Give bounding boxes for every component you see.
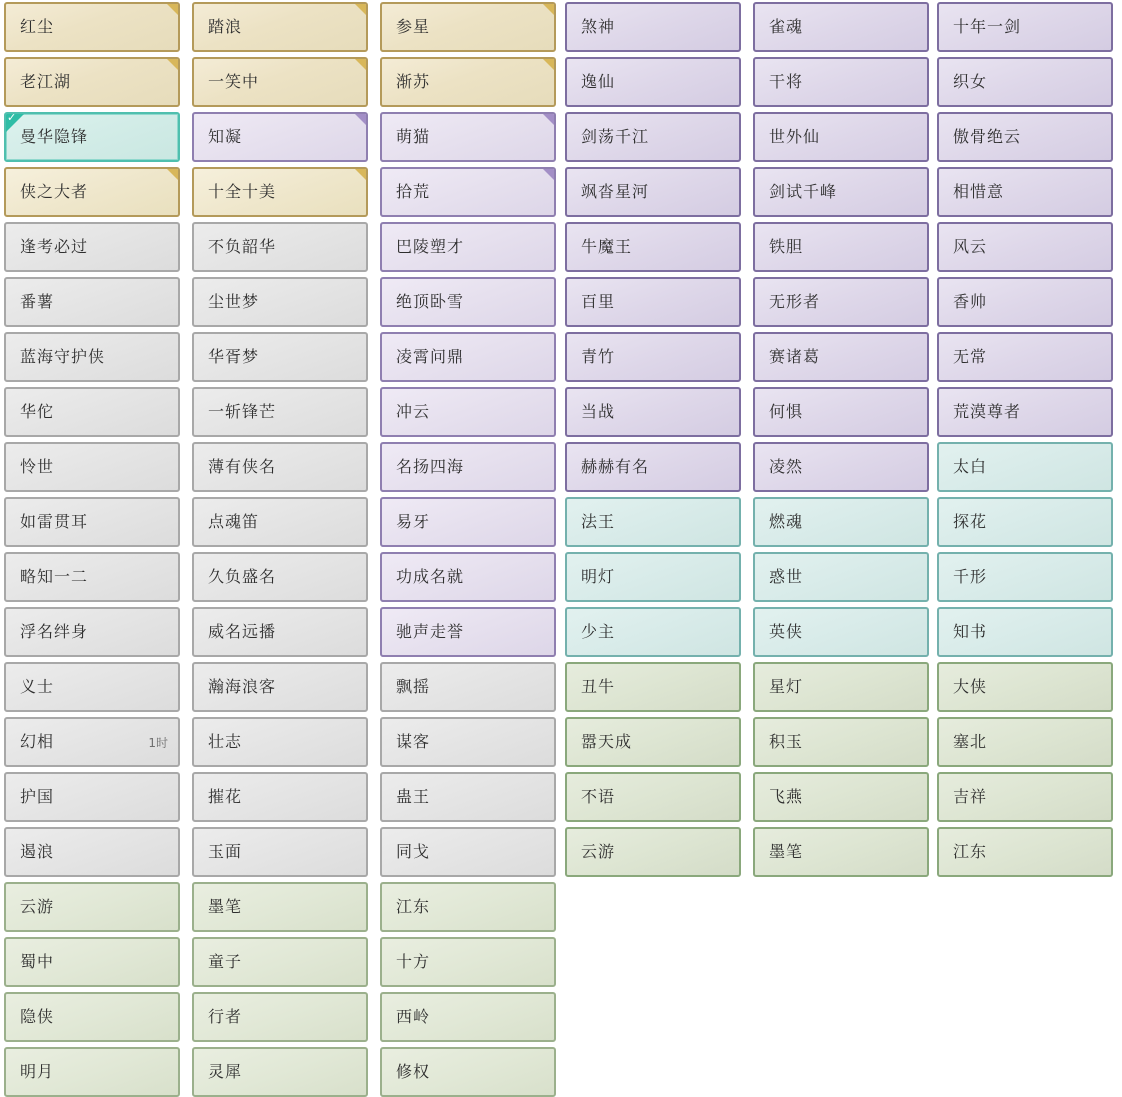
title-card-label: 久负盛名 — [208, 567, 277, 586]
title-card-label: 蜀中 — [20, 952, 55, 971]
title-card[interactable] — [753, 827, 929, 877]
title-card[interactable] — [937, 827, 1113, 877]
title-card-label: 童子 — [208, 952, 243, 971]
title-card-label: 玉面 — [208, 842, 243, 861]
title-card[interactable] — [937, 387, 1113, 437]
title-card[interactable] — [565, 497, 741, 547]
title-card-label: 无形者 — [769, 292, 821, 311]
title-card[interactable] — [4, 167, 180, 217]
title-card[interactable] — [4, 992, 180, 1042]
title-card-label: 墨笔 — [769, 842, 804, 861]
title-card[interactable] — [565, 222, 741, 272]
title-card[interactable] — [4, 332, 180, 382]
title-card-label: 云游 — [581, 842, 616, 861]
title-card-label: 墨笔 — [208, 897, 243, 916]
title-card[interactable] — [565, 772, 741, 822]
title-card-label: 同戈 — [396, 842, 431, 861]
title-card[interactable] — [380, 717, 556, 767]
title-card[interactable] — [380, 662, 556, 712]
title-card-label: 蛊王 — [396, 787, 431, 806]
title-card-label: 怜世 — [20, 457, 55, 476]
title-card[interactable] — [192, 277, 368, 327]
title-card[interactable] — [753, 497, 929, 547]
title-card[interactable] — [4, 57, 180, 107]
corner-marker-icon — [543, 4, 554, 15]
title-card[interactable] — [380, 57, 556, 107]
title-card-label: 煞神 — [581, 17, 616, 36]
title-card[interactable] — [565, 332, 741, 382]
title-card-label: 干将 — [769, 72, 804, 91]
title-card-label: 明灯 — [581, 567, 616, 586]
title-card[interactable] — [4, 442, 180, 492]
title-card-label: 侠之大者 — [20, 182, 89, 201]
title-card-label: 明月 — [20, 1062, 55, 1081]
title-card[interactable] — [380, 497, 556, 547]
title-card[interactable] — [4, 112, 180, 162]
title-card[interactable] — [380, 827, 556, 877]
title-card-label: 修权 — [396, 1062, 431, 1081]
title-card[interactable] — [565, 2, 741, 52]
title-card-label: 知凝 — [208, 127, 243, 146]
title-card[interactable] — [4, 277, 180, 327]
title-card-label: 易牙 — [396, 512, 431, 531]
title-card-label: 驰声走誉 — [396, 622, 465, 641]
title-card[interactable] — [937, 772, 1113, 822]
title-card-label: 幻相 — [20, 732, 55, 751]
title-card[interactable] — [192, 387, 368, 437]
title-card[interactable] — [937, 332, 1113, 382]
title-card-label: 飞燕 — [769, 787, 804, 806]
title-card[interactable] — [380, 882, 556, 932]
title-card-label: 灵犀 — [208, 1062, 243, 1081]
title-card-label: 略知一二 — [20, 567, 89, 586]
corner-marker-icon — [355, 169, 366, 180]
title-card[interactable] — [753, 222, 929, 272]
title-card[interactable] — [192, 937, 368, 987]
title-card-label: 星灯 — [769, 677, 804, 696]
corner-marker-icon — [167, 4, 178, 15]
title-card-label: 巴陵塑才 — [396, 237, 465, 256]
title-card-label: 青竹 — [581, 347, 616, 366]
title-card-label: 华胥梦 — [208, 347, 260, 366]
title-card-label: 不语 — [581, 787, 616, 806]
title-card-label: 傲骨绝云 — [953, 127, 1022, 146]
title-card-label: 云游 — [20, 897, 55, 916]
title-card-label: 红尘 — [20, 17, 55, 36]
title-card[interactable] — [4, 607, 180, 657]
title-card[interactable] — [380, 1047, 556, 1097]
title-card-label: 踏浪 — [208, 17, 243, 36]
title-card-label: 曼华隐锋 — [20, 127, 89, 146]
title-card[interactable] — [380, 2, 556, 52]
title-card-label: 威名远播 — [208, 622, 277, 641]
title-card[interactable] — [192, 442, 368, 492]
title-card-label: 拾荒 — [396, 182, 431, 201]
title-card[interactable] — [4, 882, 180, 932]
corner-marker-icon — [355, 114, 366, 125]
title-card-label: 功成名就 — [396, 567, 465, 586]
title-card[interactable] — [753, 332, 929, 382]
corner-marker-icon — [543, 169, 554, 180]
title-card-label: 十全十美 — [208, 182, 277, 201]
title-card[interactable] — [380, 387, 556, 437]
title-card-label: 吉祥 — [953, 787, 988, 806]
title-card[interactable] — [4, 222, 180, 272]
title-card[interactable] — [937, 112, 1113, 162]
title-card-label: 少主 — [581, 622, 616, 641]
title-card[interactable] — [192, 57, 368, 107]
title-card-label: 何惧 — [769, 402, 804, 421]
title-card-label: 江东 — [396, 897, 431, 916]
title-card-label: 无常 — [953, 347, 988, 366]
title-card-label: 丑牛 — [581, 677, 616, 696]
title-card-label: 萌猫 — [396, 127, 431, 146]
title-card[interactable] — [565, 607, 741, 657]
title-card-label: 隐侠 — [20, 1007, 55, 1026]
title-card-label: 探花 — [953, 512, 988, 531]
title-card-label: 牛魔王 — [581, 237, 633, 256]
title-card-label: 嚣天成 — [581, 732, 633, 751]
title-card-label: 当战 — [581, 402, 616, 421]
title-card[interactable] — [4, 662, 180, 712]
title-card-label: 瀚海浪客 — [208, 677, 277, 696]
title-card[interactable] — [192, 882, 368, 932]
title-card-label: 织女 — [953, 72, 988, 91]
title-card-label: 义士 — [20, 677, 55, 696]
title-card[interactable] — [937, 607, 1113, 657]
title-card[interactable] — [565, 717, 741, 767]
title-card[interactable] — [192, 662, 368, 712]
title-card[interactable] — [380, 992, 556, 1042]
title-card-label: 飘摇 — [396, 677, 431, 696]
title-card-label: 塞北 — [953, 732, 988, 751]
title-card-label: 一斩锋芒 — [208, 402, 277, 421]
title-card-label: 行者 — [208, 1007, 243, 1026]
title-card[interactable] — [937, 552, 1113, 602]
title-card[interactable] — [753, 57, 929, 107]
title-card-label: 铁胆 — [769, 237, 804, 256]
title-card[interactable] — [380, 937, 556, 987]
corner-marker-icon — [543, 59, 554, 70]
corner-marker-icon — [167, 169, 178, 180]
title-card[interactable] — [4, 772, 180, 822]
title-card[interactable] — [192, 717, 368, 767]
title-card[interactable] — [380, 112, 556, 162]
title-card[interactable] — [4, 497, 180, 547]
title-card[interactable] — [937, 497, 1113, 547]
title-card-label: 十年一剑 — [953, 17, 1022, 36]
title-card-label: 绝顶卧雪 — [396, 292, 465, 311]
title-card[interactable] — [565, 112, 741, 162]
title-card[interactable] — [753, 167, 929, 217]
title-card-label: 风云 — [953, 237, 988, 256]
title-card[interactable] — [937, 717, 1113, 767]
title-card[interactable] — [753, 717, 929, 767]
title-card[interactable] — [380, 222, 556, 272]
title-card[interactable] — [565, 827, 741, 877]
title-card[interactable] — [565, 662, 741, 712]
title-card-label: 凌然 — [769, 457, 804, 476]
title-card[interactable] — [4, 552, 180, 602]
title-card[interactable] — [753, 2, 929, 52]
title-card-label: 谋客 — [396, 732, 431, 751]
title-card-duration: 1时 — [148, 735, 168, 750]
title-card-label: 如雷贯耳 — [20, 512, 89, 531]
title-card[interactable] — [565, 167, 741, 217]
title-card-label: 冲云 — [396, 402, 431, 421]
title-card[interactable] — [937, 2, 1113, 52]
title-card[interactable] — [380, 167, 556, 217]
title-card-label: 太白 — [953, 457, 988, 476]
title-card[interactable] — [192, 827, 368, 877]
title-card-label: 护国 — [20, 787, 55, 806]
title-card[interactable] — [753, 772, 929, 822]
title-card-label: 华佗 — [20, 402, 55, 421]
corner-marker-icon — [355, 4, 366, 15]
title-card[interactable] — [380, 552, 556, 602]
title-card-label: 番薯 — [20, 292, 55, 311]
title-card[interactable] — [4, 387, 180, 437]
title-card[interactable] — [753, 387, 929, 437]
title-card-label: 英侠 — [769, 622, 804, 641]
title-card-label: 千形 — [953, 567, 988, 586]
title-card-label: 十方 — [396, 952, 431, 971]
title-card[interactable] — [937, 442, 1113, 492]
title-card[interactable] — [565, 442, 741, 492]
title-card-label: 燃魂 — [769, 512, 804, 531]
corner-marker-icon — [355, 59, 366, 70]
title-card-label: 凌霄问鼎 — [396, 347, 465, 366]
title-card[interactable] — [937, 277, 1113, 327]
title-card[interactable] — [4, 1047, 180, 1097]
title-card-label: 积玉 — [769, 732, 804, 751]
title-card[interactable] — [753, 662, 929, 712]
title-card-label: 荒漠尊者 — [953, 402, 1022, 421]
title-card[interactable] — [753, 442, 929, 492]
title-card-label: 老江湖 — [20, 72, 72, 91]
title-card[interactable] — [937, 57, 1113, 107]
title-card[interactable] — [4, 827, 180, 877]
title-card-label: 蓝海守护侠 — [20, 347, 106, 366]
title-card-label: 雀魂 — [769, 17, 804, 36]
title-card[interactable] — [753, 607, 929, 657]
title-card[interactable] — [380, 332, 556, 382]
corner-marker-icon — [543, 114, 554, 125]
title-card-label: 参星 — [396, 17, 431, 36]
title-card-label: 赫赫有名 — [581, 457, 650, 476]
title-card[interactable] — [4, 717, 180, 767]
title-card-label: 大侠 — [953, 677, 988, 696]
title-card-label: 剑荡千江 — [581, 127, 650, 146]
title-card-label: 摧花 — [208, 787, 243, 806]
title-card-label: 剑试千峰 — [769, 182, 838, 201]
title-card-label: 飒沓星河 — [581, 182, 650, 201]
title-card[interactable] — [753, 112, 929, 162]
title-card[interactable] — [937, 222, 1113, 272]
title-card-label: 浮名绊身 — [20, 622, 89, 641]
title-card[interactable] — [192, 167, 368, 217]
title-card-label: 百里 — [581, 292, 616, 311]
title-card[interactable] — [565, 57, 741, 107]
title-card[interactable] — [4, 937, 180, 987]
title-card[interactable] — [937, 662, 1113, 712]
title-card-label: 相惜意 — [953, 182, 1005, 201]
title-card[interactable] — [565, 277, 741, 327]
title-card[interactable] — [192, 992, 368, 1042]
title-card[interactable] — [380, 442, 556, 492]
title-card-label: 一笑中 — [208, 72, 260, 91]
title-card[interactable] — [192, 332, 368, 382]
title-card-label: 香帅 — [953, 292, 988, 311]
title-card[interactable] — [192, 112, 368, 162]
title-card[interactable] — [380, 607, 556, 657]
title-card[interactable] — [380, 772, 556, 822]
title-card[interactable] — [192, 497, 368, 547]
title-card-label: 薄有侠名 — [208, 457, 277, 476]
title-card-label: 法王 — [581, 512, 616, 531]
title-card-label: 惑世 — [769, 567, 804, 586]
title-card[interactable] — [192, 772, 368, 822]
title-card-label: 逸仙 — [581, 72, 616, 91]
title-card-label: 江东 — [953, 842, 988, 861]
title-card[interactable] — [192, 2, 368, 52]
corner-marker-icon — [167, 59, 178, 70]
title-card-label: 世外仙 — [769, 127, 821, 146]
title-card-label: 壮志 — [208, 732, 243, 751]
title-card[interactable] — [380, 277, 556, 327]
title-card[interactable] — [565, 552, 741, 602]
title-card-label: 遏浪 — [20, 842, 55, 861]
title-card-label: 尘世梦 — [208, 292, 260, 311]
title-card-label: 知书 — [953, 622, 988, 641]
title-card[interactable] — [753, 552, 929, 602]
title-card-label: 逢考必过 — [20, 237, 89, 256]
title-card[interactable] — [4, 2, 180, 52]
title-card-label: 不负韶华 — [208, 237, 277, 256]
title-card[interactable] — [753, 277, 929, 327]
title-card[interactable] — [192, 1047, 368, 1097]
title-card-label: 名扬四海 — [396, 457, 465, 476]
title-card-label: 点魂笛 — [208, 512, 260, 531]
title-card-label: 西岭 — [396, 1007, 431, 1026]
title-card[interactable] — [937, 167, 1113, 217]
title-card[interactable] — [192, 607, 368, 657]
title-card[interactable] — [192, 222, 368, 272]
title-card[interactable] — [192, 552, 368, 602]
title-card[interactable] — [565, 387, 741, 437]
title-card-label: 赛诸葛 — [769, 347, 821, 366]
title-card-label: 渐苏 — [396, 72, 431, 91]
